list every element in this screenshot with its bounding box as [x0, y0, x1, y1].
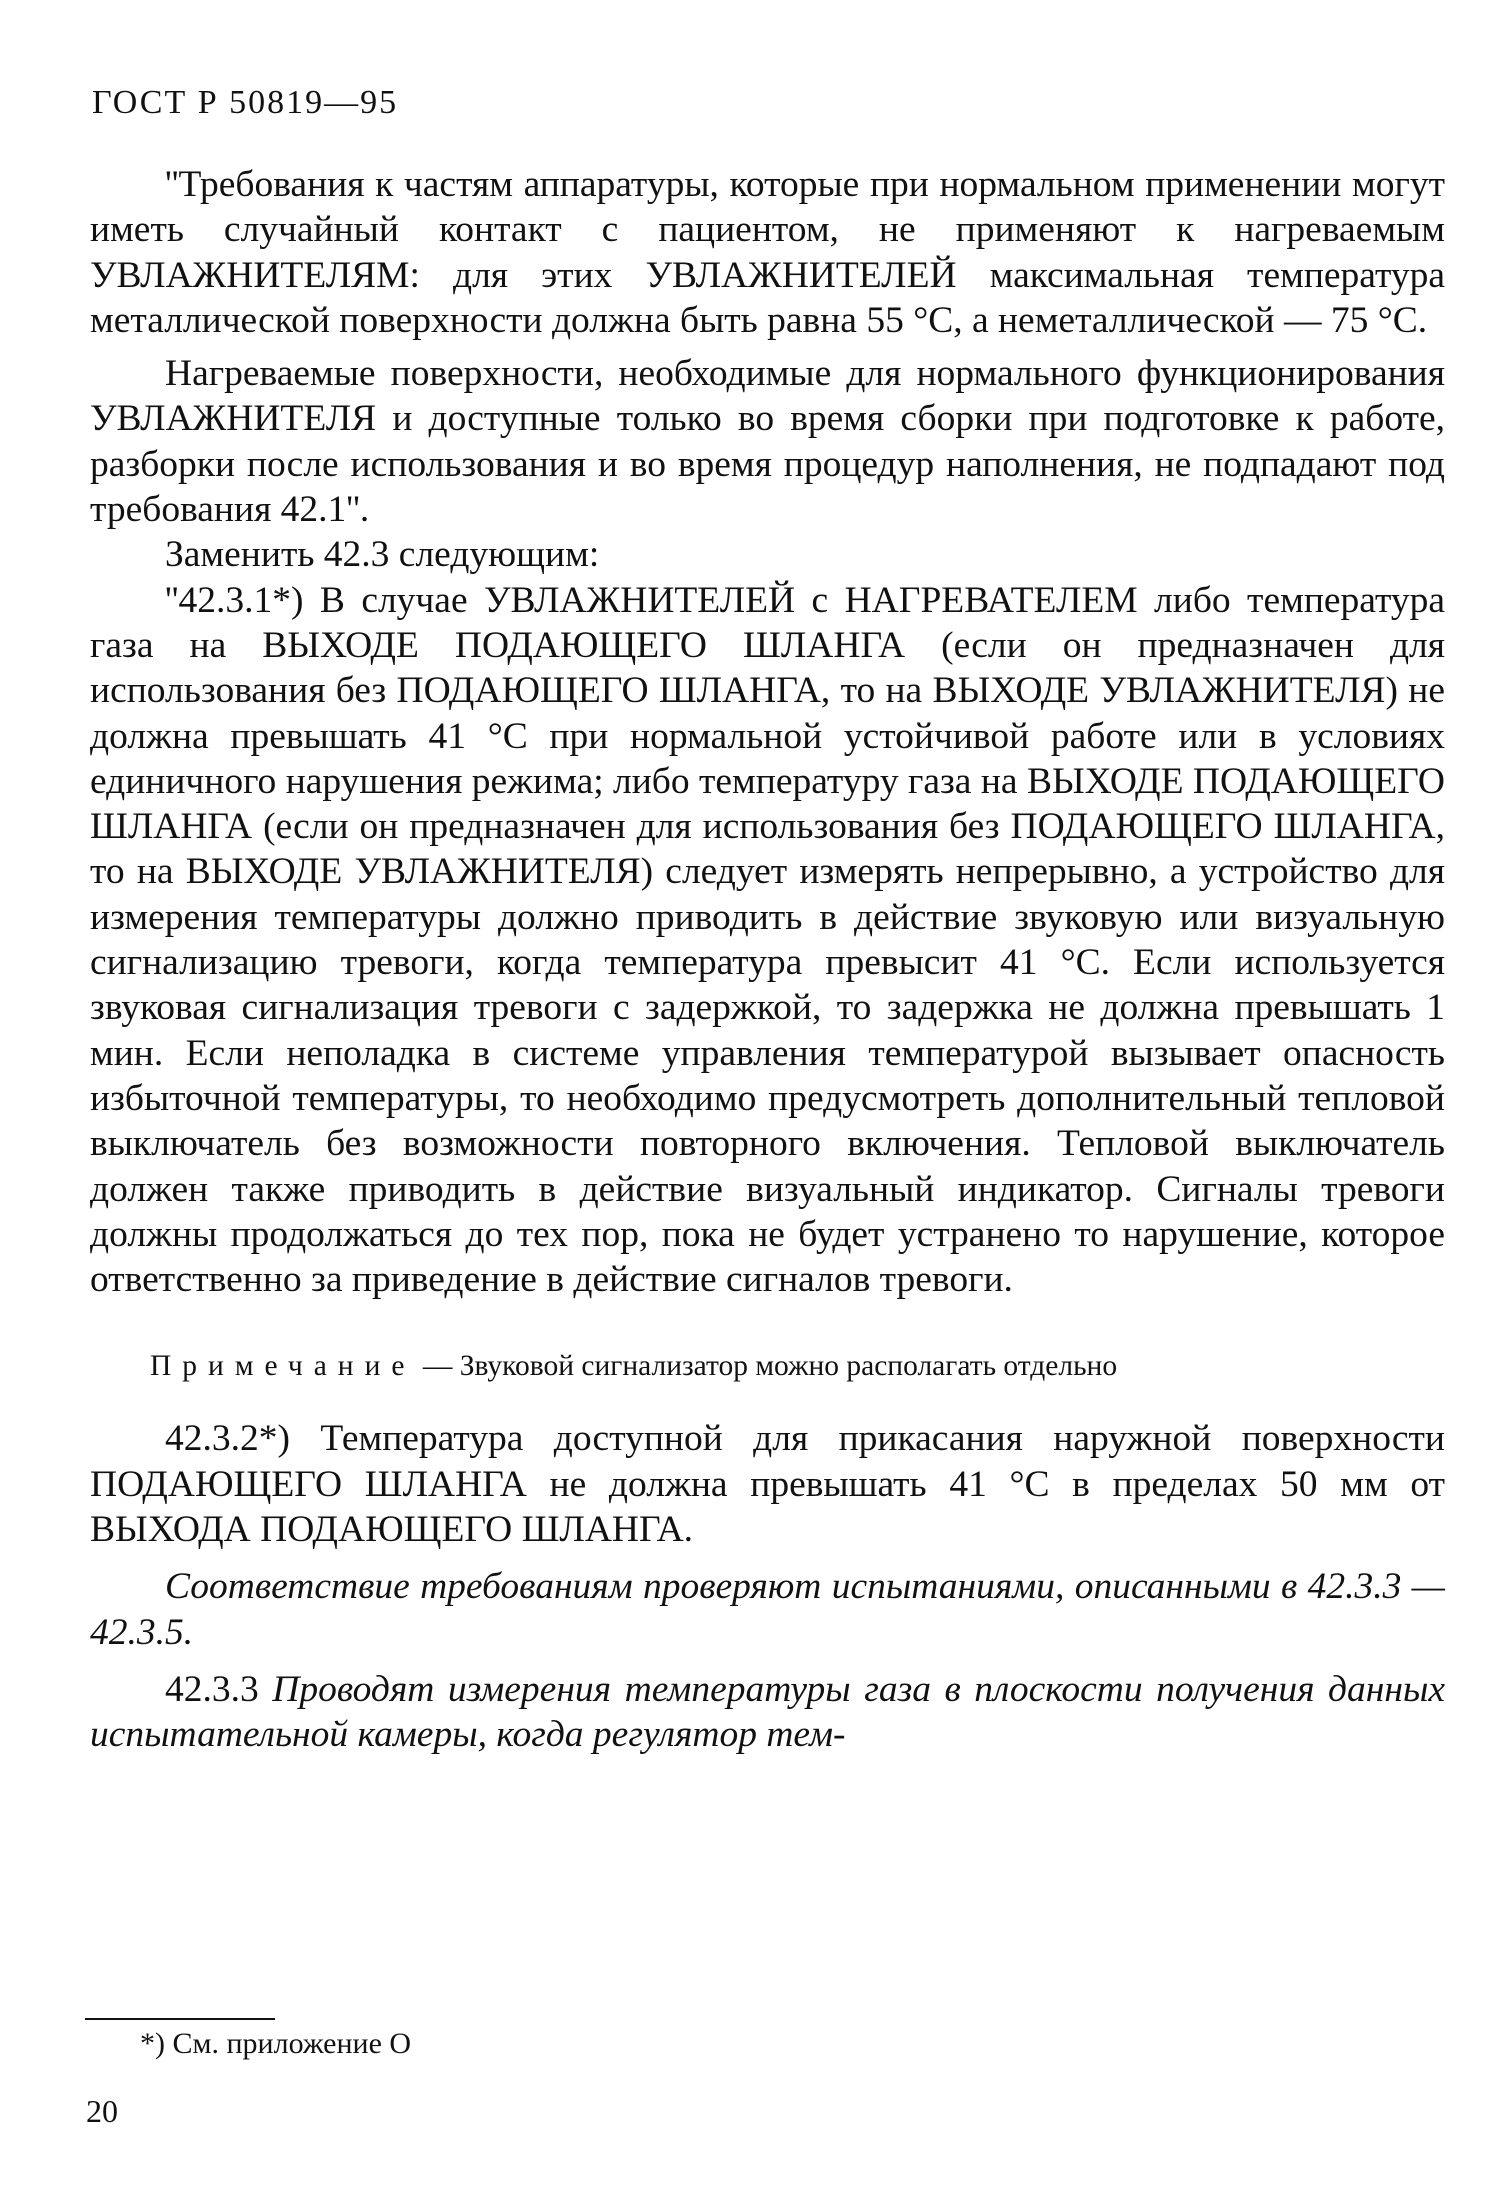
- paragraph-heated-surfaces: Нагреваемые поверхности, необходимые для нормального функционирования УВЛАЖНИТЕЛЯ и доступные только во время сборки при подготовке к работе, разборки после использования и во время процедур наполнения, не подпадают под требования 42.1''.: [90, 353, 1445, 531]
- paragraph-42-3-1: ''42.3.1*) В случае УВЛАЖНИТЕЛЕЙ с НАГРЕВАТЕЛЕМ либо температура газа на ВЫХОДЕ ПОДАЮЩЕГО ШЛАНГА (если он предназначен для использования без ПОДАЮЩЕГО ШЛАНГА, то на ВЫХОДЕ УВЛАЖНИТЕЛЯ) не должна превышать 41 °С при нормальной устойчивой работе или в условиях единичного нарушения режима; либо температуру газа на ВЫХОДЕ ПОДАЮЩЕГО ШЛАНГА (если он предназначен для использования без ПОДАЮЩЕГО ШЛАНГА, то на ВЫХОДЕ УВЛАЖНИТЕЛЯ) следует измерять непрерывно, а устройство для измерения температуры должно приводить в действие звуковую или визуальную сигнализацию тревоги, когда температура превысит 41 °С. Если используется звуковая сигнализация тревоги с задержкой, то задержка не должна превышать 1 мин. Если неполадка в системе управления температурой вызывает опасность избыточной температуры, то необходимо предусмотреть дополнительный тепловой выключатель без возможности повторного включения. Тепловой выключатель должен также приводить в действие визуальный индикатор. Сигналы тревоги должны продолжаться до тех пор, пока не будет устранено то нарушение, которое ответственно за приведение в действие сигналов тревоги.: [90, 579, 1445, 1301]
- paragraph-conformity: Соответствие требованиям проверяют испытаниями, описанными в 42.3.3 — 42.3.5.: [90, 1566, 1445, 1653]
- paragraph-42-3-2: 42.3.2*) Температура доступной для прикасания наружной поверхности ПОДАЮЩЕГО ШЛАНГА не должна превышать 41 °С в пределах 50 мм от ВЫХОДА ПОДАЮЩЕГО ШЛАНГА.: [90, 1418, 1445, 1551]
- note-text: — Звуковой сигнализатор можно располагать отдельно: [415, 1350, 1118, 1383]
- note-paragraph: [90, 1346, 1445, 1386]
- page-number: 20: [86, 2093, 118, 2129]
- paragraph-42-3-3: [90, 1667, 1445, 1758]
- note-label: Примечание: [150, 1350, 416, 1383]
- footnote-divider: [85, 2018, 275, 2020]
- section-text-42-3-3: Проводят измерения температуры газа в плоскости получения данных испытательной камеры, когда регулятор тем-: [90, 1668, 1445, 1756]
- paragraph-replace-42-3: Заменить 42.3 следующим:: [165, 534, 600, 576]
- footnote: *) См. приложение О: [140, 2027, 412, 2060]
- body-text: [90, 162, 1445, 1758]
- section-number-42-3-3: 42.3.3: [165, 1668, 273, 1710]
- standard-designation: ГОСТ Р 50819—95: [92, 84, 399, 121]
- paragraph-requirements-parts: ''Требования к частям аппаратуры, которые при нормальном применении могут иметь случайный контакт с пациентом, не применяют к нагреваемым УВЛАЖНИТЕЛЯМ: для этих УВЛАЖНИТЕЛЕЙ максимальная температура металлической поверхности должна быть равна 55 °С, а неметаллической — 75 °С.: [90, 164, 1445, 341]
